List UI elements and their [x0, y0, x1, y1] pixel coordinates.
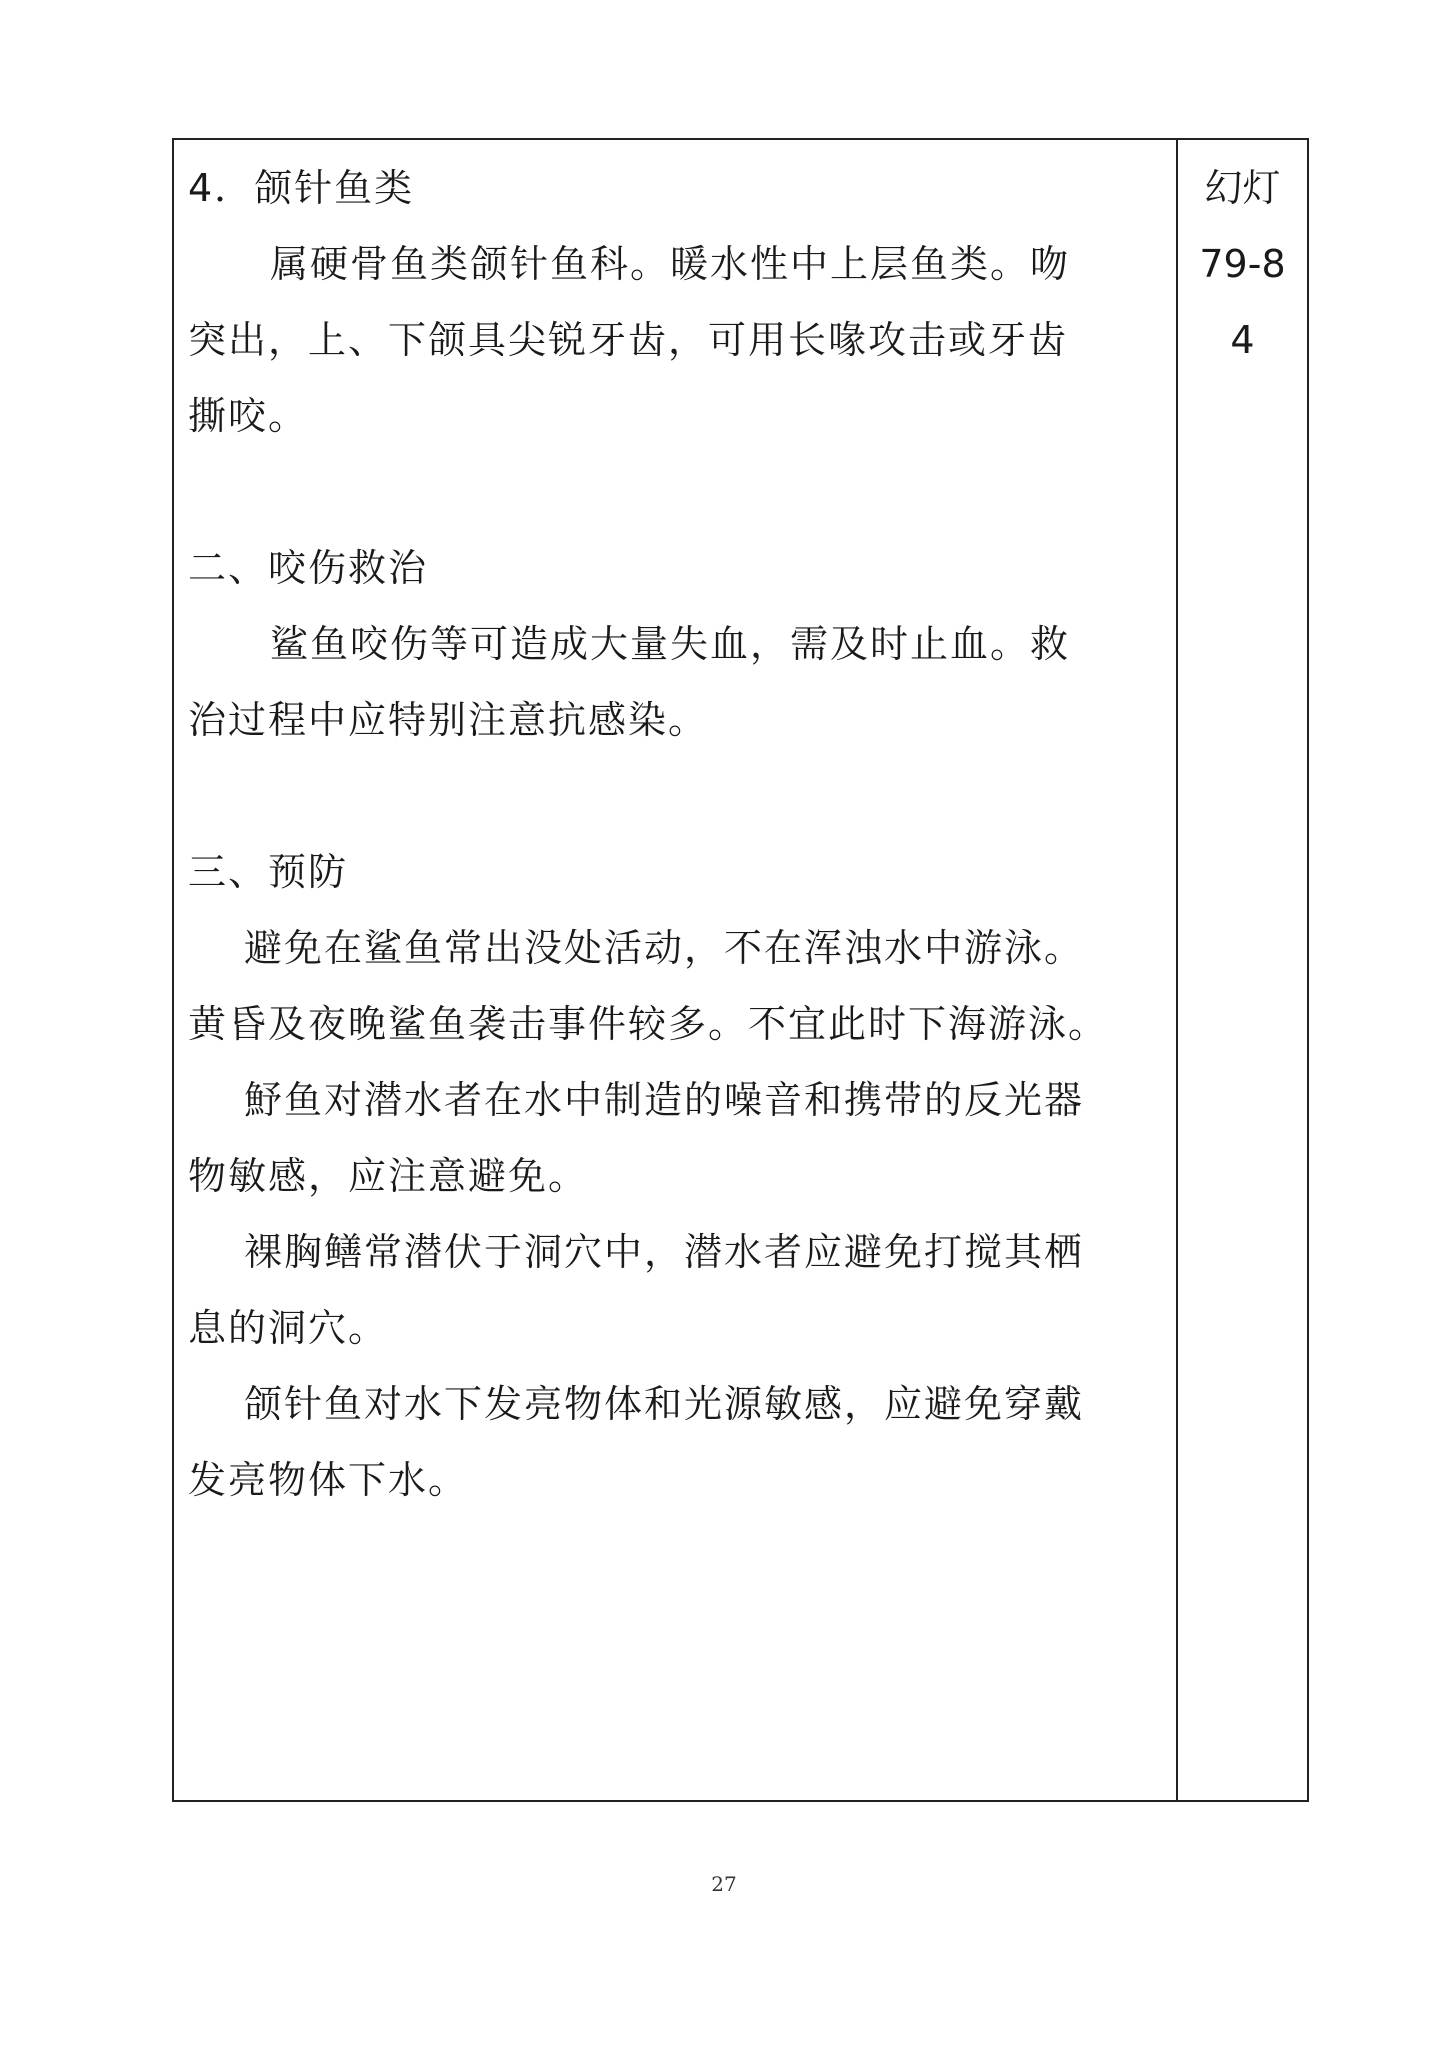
page-number: 27: [711, 1872, 737, 1896]
paragraph-line: 息的洞穴。: [188, 1306, 389, 1350]
paragraph-line: 避免在鲨鱼常出没处活动，不在浑浊水中游泳。: [244, 926, 1085, 970]
paragraph-line: 突出，上、下颌具尖锐牙齿，可用长喙攻击或牙齿: [188, 318, 1069, 362]
paragraph-line: 裸胸鳝常潜伏于洞穴中，潜水者应避免打搅其栖: [244, 1230, 1085, 1274]
content-table: [172, 138, 1309, 1802]
paragraph-line: 治过程中应特别注意抗感染。: [188, 698, 709, 742]
slide-range-cont: 4: [1230, 318, 1255, 362]
paragraph-line: 撕咬。: [188, 394, 309, 438]
section-heading: 三、预防: [188, 850, 349, 894]
paragraph-line: 颌针鱼对水下发亮物体和光源敏感，应避免穿戴: [244, 1382, 1085, 1426]
section-heading: 二、咬伤救治: [188, 546, 429, 590]
main-content-cell: [188, 140, 1168, 1800]
paragraph-line: 鲨鱼咬伤等可造成大量失血，需及时止血。救: [270, 622, 1071, 666]
paragraph-line: 属硬骨鱼类颌针鱼科。暖水性中上层鱼类。吻: [270, 242, 1071, 286]
section-heading: 4．颌针鱼类: [188, 166, 415, 210]
slide-label: 幻灯: [1204, 166, 1281, 210]
paragraph-line: 发亮物体下水。: [188, 1458, 469, 1502]
slide-reference-cell: [1178, 140, 1307, 1800]
paragraph-line: 物敏感，应注意避免。: [188, 1154, 589, 1198]
paragraph-line: 魣鱼对潜水者在水中制造的噪音和携带的反光器: [244, 1078, 1085, 1122]
paragraph-line: 黄昏及夜晚鲨鱼袭击事件较多。不宜此时下海游泳。: [188, 1002, 1109, 1046]
slide-range: 79-8: [1199, 242, 1286, 286]
